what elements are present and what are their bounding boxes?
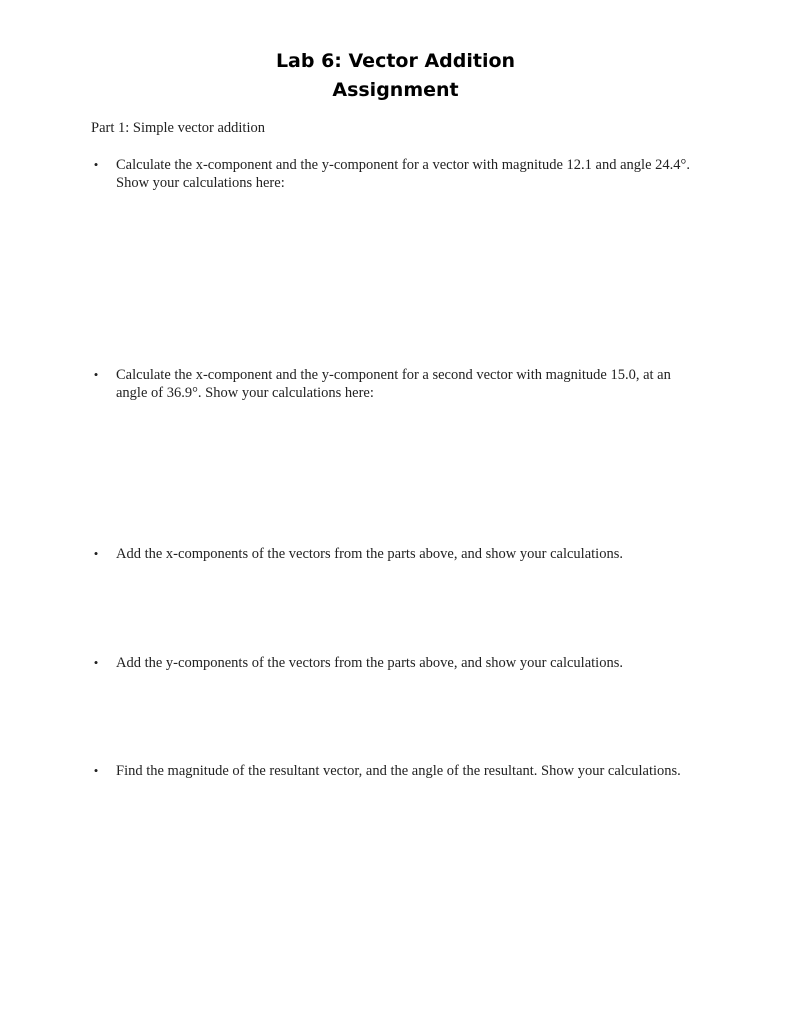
list-item-text: Find the magnitude of the resultant vector, and the angle of the resultant. Show your calculations. — [116, 763, 681, 779]
list-item-text: Calculate the x-component and the y-component for a vector with magnitude 12.1 and angle 24.4°. Show your calculations here: — [116, 157, 690, 191]
page-title: Lab 6: Vector Addition — [275, 50, 516, 72]
part-heading: Part 1: Simple vector addition — [91, 120, 265, 136]
bullet-icon: • — [93, 763, 99, 778]
list-item-text: Add the y-components of the vectors from the parts above, and show your calculations. — [116, 655, 623, 671]
bullet-icon: • — [93, 546, 99, 561]
bullet-icon: • — [93, 655, 99, 670]
list-item-text: Add the x-components of the vectors from the parts above, and show your calculations. — [116, 546, 623, 562]
page-subtitle: Assignment — [332, 79, 459, 101]
bullet-icon: • — [93, 367, 99, 382]
list-item-text: Calculate the x-component and the y-component for a second vector with magnitude 15.0, at an angle of 36.9°. Show your calculations here: — [116, 367, 671, 401]
bullet-icon: • — [93, 157, 99, 172]
